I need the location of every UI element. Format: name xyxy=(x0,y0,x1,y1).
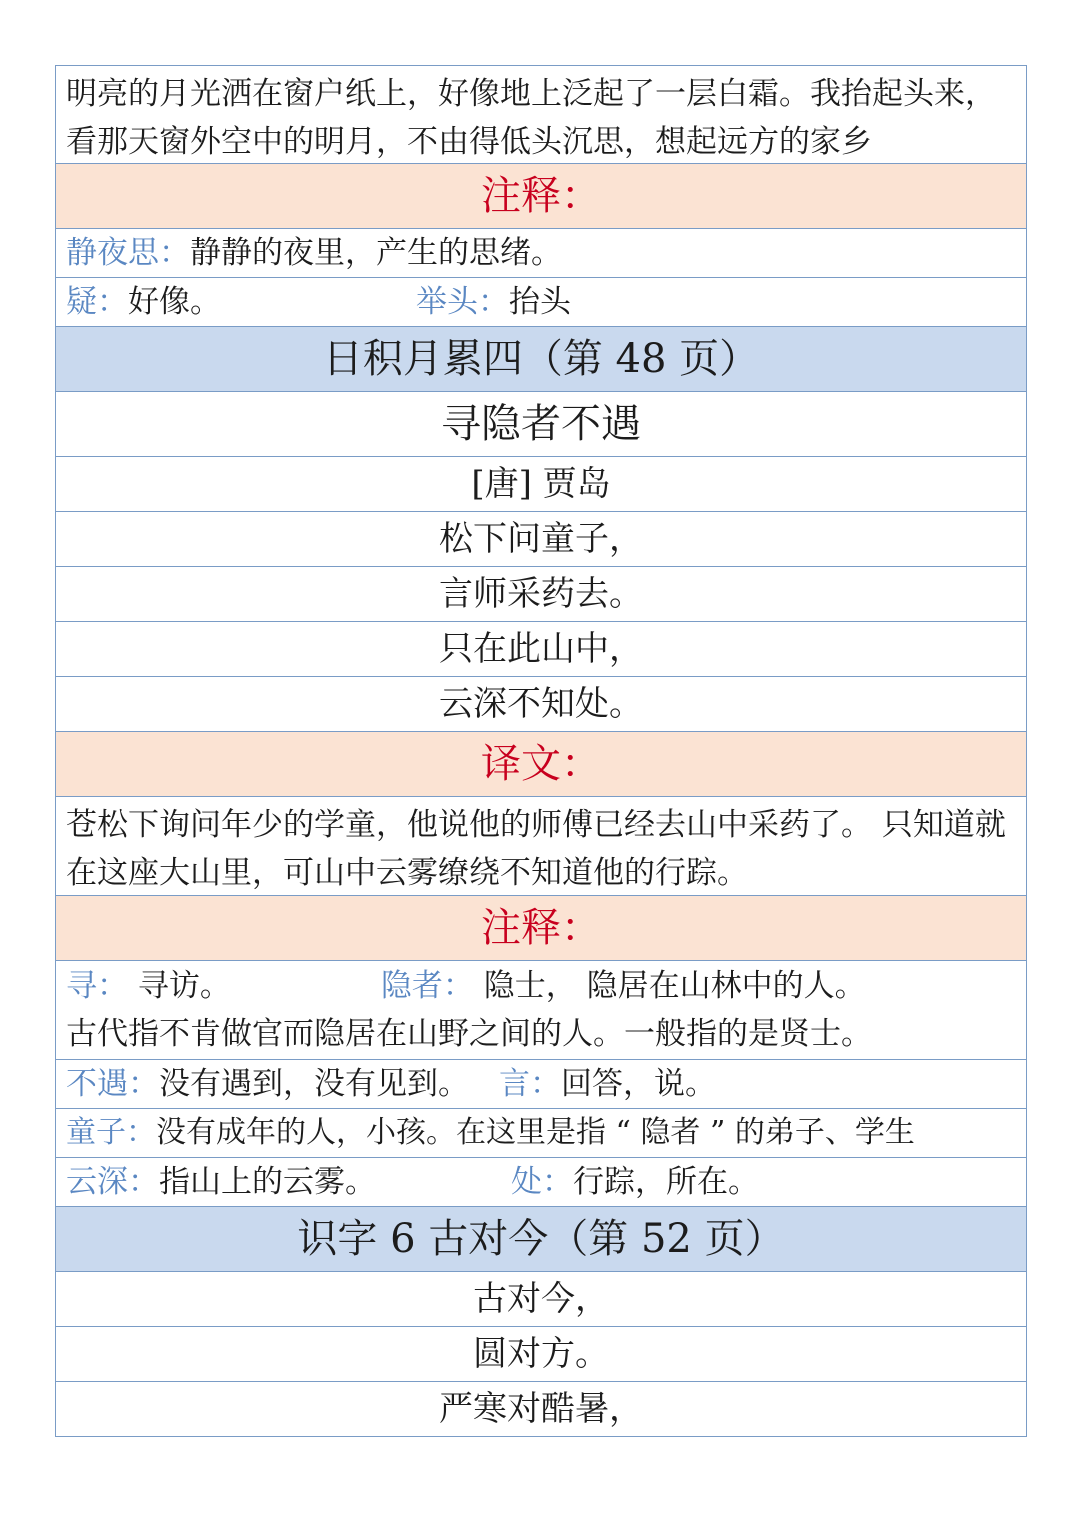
note-term: 寻： xyxy=(66,968,128,1004)
note-definition: 寻访。 xyxy=(128,968,231,1004)
note-line: 古代指不肯做官而隐居在山野之间的人。一般指的是贤士。 xyxy=(66,1016,872,1052)
note-row xyxy=(56,229,1026,278)
note-definition: 指山上的云雾。 xyxy=(159,1164,376,1200)
note-definition: 没有成年的人，小孩。在这里是指 “ 隐者 ” 的弟子、学生 xyxy=(156,1115,915,1150)
note-definition: 没有遇到，没有见到。 xyxy=(159,1066,469,1102)
note-row xyxy=(56,278,1026,327)
note-term: 疑： xyxy=(66,284,128,320)
poem-author: [唐] 贾岛 xyxy=(56,457,1026,512)
note-row xyxy=(56,1158,1026,1207)
text-line: 古对今， xyxy=(56,1272,1026,1327)
note-term: 云深： xyxy=(66,1164,159,1200)
note-term: 隐者： xyxy=(380,968,474,1004)
poem-line: 言师采药去。 xyxy=(56,567,1026,622)
translation-paragraph: 苍松下询问年少的学童，他说他的师傅已经去山中采药了。 只知道就在这座大山里，可山中云雾缭绕不知道他的行踪。 xyxy=(56,797,1026,896)
note-term: 不遇： xyxy=(66,1066,159,1102)
section-heading: 日积月累四（第 48 页） xyxy=(56,327,1026,392)
note-definition: 静静的夜里，产生的思绪。 xyxy=(190,235,562,271)
note-definition: 回答，说。 xyxy=(561,1066,716,1102)
note-term: 童子： xyxy=(66,1115,156,1150)
translation-heading: 译文： xyxy=(56,732,1026,797)
note-term: 静夜思： xyxy=(66,235,190,271)
note-term: 处： xyxy=(511,1164,573,1200)
note-row xyxy=(56,961,1026,1060)
note-term: 言： xyxy=(499,1066,561,1102)
note-definition: 隐士， 隐居在山林中的人。 xyxy=(473,968,866,1004)
section-heading: 识字 6 古对今（第 52 页） xyxy=(56,1207,1026,1272)
poem-line: 云深不知处。 xyxy=(56,677,1026,732)
note-line xyxy=(56,962,1026,1010)
note-definition: 好像。 xyxy=(128,284,221,320)
note-term: 举头： xyxy=(416,284,509,320)
note-row xyxy=(56,1109,1026,1158)
translation-paragraph: 明亮的月光洒在窗户纸上，好像地上泛起了一层白霜。我抬起头来，看那天窗外空中的明月，不由得低头沉思，想起远方的家乡 xyxy=(56,66,1026,164)
note-row xyxy=(56,1060,1026,1109)
note-definition: 行踪，所在。 xyxy=(573,1164,759,1200)
poem-title: 寻隐者不遇 xyxy=(56,392,1026,457)
note-definition: 抬头 xyxy=(509,284,571,320)
worksheet-table xyxy=(55,65,1027,1437)
poem-line: 只在此山中， xyxy=(56,622,1026,677)
poem-line: 松下问童子， xyxy=(56,512,1026,567)
notes-heading: 注释： xyxy=(56,896,1026,961)
notes-heading: 注释： xyxy=(56,164,1026,229)
text-line: 圆对方。 xyxy=(56,1327,1026,1382)
text-line: 严寒对酷暑， xyxy=(56,1382,1026,1437)
